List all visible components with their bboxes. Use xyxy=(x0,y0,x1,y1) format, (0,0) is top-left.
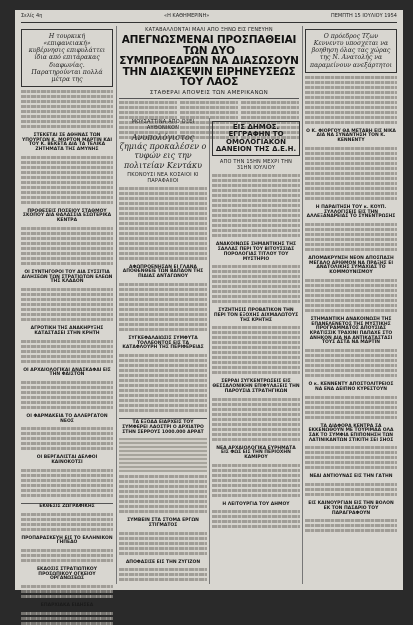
right-headline-3: ΑΠΟΜΑΚΡΥΝΣΗ ΝΕΟΝ ΑΠΟΣΠΑΣΗ ΜΕΓΑΛΟ ΑΡΙΘΜΟΝ ΝΑ ΠΡΑΞΗΣ ΕΙ ΑΝΑΤΟΛΙΚΗΣ ΣΥΜΑΧΙΑΣ ΤΟ ΚΟΜΜΟΥΝΙΣΜΟΥ xyxy=(308,255,394,276)
header-rule xyxy=(21,22,397,23)
issue-date: ΠΕΜΠΤΗ 15 ΙΟΥΛΙΟΥ 1954 xyxy=(330,13,397,19)
mid-lead-headline: Ανυπολόγιστος ζημιάς προκαλέσεν ο τυφών εις την πολιτείαν Κεντάκυ xyxy=(119,133,207,170)
right-headline-6: ΤΑ ΔΙΑΦΟΡΑ ΚΕΝΤΡΑ ΣΑ ΕΚΚΕΝΩΘΟΥΝ ΜΕ ΤΟΥΡΙΜΑΑ ΟΛΑ ΣΑΚ ΤΟ ΣΥΜΦΙΑ ΕΠΙΠΟΝΗΣΗ ΤΩΝ ΛΑΤΙΝΙΚΑΝΤΩΝ ΣΤΙΚΙΤΗ ΣΕΙ ΣΗΟΣ xyxy=(308,423,394,443)
right-lead-box: Ο πρόεδρος Τζων Κεννεντυ υποσχεται να βοηθηση όλας τας χώρας της Ν. Ανατολής να παραμείνουν ανεξάρτητοι xyxy=(305,29,397,73)
left-headline-6: ΟΙ ΦΑΡΜΑΚΕΙΑ ΤΟ ΑΛΛΕΡΓΑΤΟΝ ΝΕΟΣ xyxy=(26,413,108,424)
column-divider xyxy=(209,118,210,584)
right-column xyxy=(305,26,397,584)
mid-lead-subhead: ΠΚΟΝΟΥΣΙ ΝΕΑ ΚΟΣΑΙΟΙ ΚΙ ΠΑΡΑΦΑΙΙΟΙ xyxy=(127,171,199,184)
right-headline-4: ΣΤΗΜΑΝΤΙΚΗ ΑΝΑΚΟΙΝΩΣΗ ΤΗΣ ΕΠΑΝΕΛΕΝΕΤΟΣ ΤΗΣ ΜΥΣΤΙΚΗΣ ΠΡΟΓΡΑΜΜΑΤΟΣ ΑΠΟΥΣΙΑΣ ΚΡΑΤΙΣΣΙΚ ΤΡΑΧΙΝΙ ΠΑΠΑΧΕ ΣΤΟ ΑΝΗΚΟΝ ΔΙΑ ΝΑ ΑΝΤΙΚΑΤΑΣΤΑΣΙ ΤΟΥΣ ΑΣΤΑ ΝΑ ΜΑΡΤΙΝ xyxy=(309,316,393,346)
masthead-title: «Η ΚΑΘΗΜΕΡΙΝΗ» xyxy=(164,13,210,19)
mid-headline-6: ΑΠΟΦΑΣΙΣΕ ΕΙΣ ΤΗΝ ΖΥΓΙΖΟΝ xyxy=(125,559,201,565)
banner-kicker: ΚΑΤΑΒΑΛΛΟΝΤΑΙ ΜΑΛΙ ΑΠΟ ΞΗΝΩ ΕΙΣ ΓΕΝΕΥΗΝ xyxy=(145,27,273,33)
midright-headline-3: ΣΥΖΗΤΗΣΙΣ ΠΡΟΒΑΤΙΚΟΝ ΤΗΝ ΠΕΡΙ ΤΟΝ ΕΞΟΧΗΣ ΑΙΧΜΑΛΩΤΟΥΣ ΤΗΣ ΚΡΗΤΗΣ xyxy=(213,308,299,323)
left-headline-5: ΟΙ ΑΡΧΑΙΟΛΟΓΙΚΑΙ ΑΝΑΣΚΑΦΑΙ ΕΙΣ ΤΗΝ ΦΑΙΣΤΟΝ xyxy=(23,367,111,378)
mid-headline-5: ΣΥΜΒΕΙΝ ΣΤΑ ΣΤΟΜΑ ΕΡΓΩΝ ΣΤΙΓΜΑΤΟΣ xyxy=(127,518,199,528)
left-headline-8: ΕΚΘΕΣΙΣ ΖΩΓΡΑΦΙΚΗΣ xyxy=(21,503,113,510)
newspaper-page xyxy=(15,10,403,609)
banner-subhead: ΣΤΑΘΕΡΑΙ ΑΠΟΨΕΙΣ ΤΩΝ ΑΜΕΡΙΚΑΝΩΝ xyxy=(119,90,299,99)
mid-headline-3: ΣΥΓΚΕΦΑΛΑΙΩΣΙΣ ΣΥΜΦΥΤΑ ΤΟΛΛΕΟΝΤΟΣ ΕΙΣ ΤΑ ΚΑΤΑΦΛΟΥΡΗ ΤΗΣ ΠΕΡΙΦΕΡΕΙΑΣ xyxy=(122,335,204,351)
banner-line-1: ΑΠΕΓΝΩΣΜΕΝΑΙ ΠΡΟΣΠΑΘΕΙΑΙ ΤΩΝ ΔΥΟ xyxy=(121,34,297,57)
midright-headline-6: Η ΛΕΙΤΟΥΡΓΙΑ ΤΟΥ ΔΗΜΟΥ xyxy=(222,501,290,507)
mid-kicker: ΜΟΥΣΑΤΤΙΝΑ ΑΠΟ ΟΞΕΙ ΑΥΘΟΝΙΚΟΝ xyxy=(131,119,195,131)
mid-column xyxy=(119,118,207,584)
left-headline-9: ΠΡΟΠΑΡΑΣΚΕΥΗ ΕΙΣ ΤΟ ΕΛΛΗΝΙΚΟΝ ΓΗΠΕΔΟ xyxy=(21,535,113,546)
right-headline-8: ΕΙΣ ΚΑΙΝΟΥΡΓΙΑΝ ΕΙΣ ΤΗΝ ΒΟΛΟΝ ΕΚ ΤΟΝ ΠΑΣΑΡΙΟ ΤΟΥ ΠΑΡΑΓΡΑΦΟΥΝ xyxy=(308,501,394,516)
mid-right-column xyxy=(212,118,300,584)
left-headline-11: ΕΠΑΡΧΙΑΚΑ ΕΙΔΗΣΕΑ xyxy=(40,603,94,609)
center-banner-area xyxy=(119,26,299,116)
midright-headline-4: ΣΕΡΡΑΙ ΣΥΓΚΕΝΤΡΩΣΕΙΣ ΕΙΣ ΘΕΣΣΑΛΟΝΙΚΗΝ ΕΠΙΦΥΛΑΞΕΙΣ ΤΗΝ ΠΑΡΟΥΣΙΑ ΣΤΡΑΤΗΓΙΚΩΝ xyxy=(212,379,300,394)
page-header xyxy=(21,13,397,21)
right-headline-5: Ο κ. ΚΕΝΝΕΝΤΥ ΑΠΟΣΤΟΛΙΤΡΕΙΟΣ ΝΑ ΕΝΑ ΔΕΙΠΝΟ ΚΥΡΕΣΤΟΥΝ xyxy=(308,382,394,392)
left-column xyxy=(21,26,113,609)
midright-headline-2: ΑΝΑΚΟΙΝΩΣΕ ΣΗΜΑΝΤΙΚΗΣ ΤΗΣ ΣΑΛΛΑΣ ΠΕΡΙ ΤΟΥ ΒΙΤΟΥΣΣΙΑΣ ΠΟΡΟΛΟΓΙΑΣ ΤΙΤΛΟΥ ΤΟΥ ΜΥΣΤΗΡΙΟ xyxy=(215,242,297,262)
left-headline-2: ΠΡΟΘΕΣΕΙΣ ΠΟΣΕΙΟΥ ΣΤΑΘΜΟΥ ΣΚΟΠΟΥ ΔΙΑ ΘΑΛΑΣΣΙΑ ΕΣΩΤΕΡΙΚΑ ΚΕΝΤΡΑ xyxy=(22,208,112,224)
left-headline-10: ΕΚΔΟΣΙΣ ΣΤΡΑΤΙΩΤΙΚΟΥ ΠΡΟΣΩΠΙΚΟΥ ΟΓΚΕΙΟΥ ΟΡΓΑΝΩΣΕΩΣ xyxy=(36,566,98,582)
column-divider xyxy=(302,26,303,584)
left-headline-4: ΑΓΡΟΤΙΚΗ ΤΗΣ ΑΝΑΚΗΡΥΞΗΣ ΚΑΤΑΣΤΑΣΕΙ ΣΤΗΝ ΚΡΗΤΗ xyxy=(30,326,104,336)
column-divider xyxy=(116,26,117,584)
banner-line-3: ΤΗΝ ΔΙΑΣΚΕΨΙΝ ΕΙΡΗΝΕΥΣΕΩΣ ΤΟΥ ΛΑΟΣ xyxy=(122,65,296,88)
mid-headline-4: ΤΑ ΕΞΟΔΑ ΕΙΑΡΧΕΙΣ ΤΟΥ ΣΥΜΦΕΡΕΙ ΛΑΟΣΤΡΙ Ο ΑΡΧΙΑΤΡΟ ΣΤΗΝ ΣΕΡΡΟΥΣ 1000.000 ΑΡΡΑΤ xyxy=(119,418,207,435)
midright-lead-subhead: ΑΠΟ ΤΗΝ 15ΗΝ ΜΕΧΡΙ ΤΗΝ 31ΗΝ ΙΟΥΛΙΟΥ xyxy=(219,159,293,172)
right-headline-2: Η ΠΑΡΑΙΤΗΣΗ ΤΟΥ κ. ΚΟΥΠ. ΣΥΛΛΟΓΙΣΕΙΣ ΕΙΣ ΤΗΝ ΑΛΛΕΞΑΝΔΡΕΙΑΣ ΤΟ ΣΥΝΕΝΤΡΩΣΗΣ xyxy=(306,204,396,220)
left-lead-box: Η τουρκική «επιφανειακή» κυβέρνησις επιφυλάττει ίδια από επιτάρακας διαφωνίας. Παρατηρούνται πολλά μέτρα της xyxy=(21,29,113,87)
midright-headline-5: ΝΕΑ ΑΡΧΑΙΟΛΟΓΙΚΑ ΕΥΡΗΜΑΤΑ ΕΙΣ ΦΩΣ ΕΙΣ ΤΗΝ ΠΕΡΙΟΧΗΝ ΚΑΜΙΡΟΥ xyxy=(216,445,296,460)
page-number: Σελίς 4η xyxy=(21,13,43,19)
mid-headline-2: ΑΦΩΠΡΟΕΝΗΣΑΝ ΕΙ ΓΛΑΝΑ ΑΠΟΘΕΝΘΕΙΕ ΤΩΝ ΒΑΠΑΟΝ ΤΗΣ ΠΙΔΙΑΣ ΑΝΤΑΓΩΝΟΥ xyxy=(122,264,204,280)
right-headline-7: ΝΕΑΙ ΑΝΤΙΟΥΝΑΣ ΕΙΣ ΤΗΝ ΓΑΤΗΝ xyxy=(309,474,393,480)
left-headline-3: ΟΙ ΣΥΝΤΗΓΟΡΟΙ ΤΟΥ ΔΙΑ ΣΥΣΣΙΤΙΑ ΔΙΛΗΣΕΩΝ ΤΩΝ ΣΤΡΑΤΙΩΤΩΝ ΕΛΕΩΝ ΤΗΣ ΚΛΑΔΟΝ xyxy=(21,269,113,285)
banner-line-2: ΣΥΜΠΡΟΕΔΡΩΝ ΝΑ ΔΙΑΣΩΣΟΥΝ xyxy=(119,55,299,67)
data-table-block xyxy=(119,438,207,472)
left-headline-7: ΟΙ ΒΕΡΓΑΛΙΣΤΑΙ ΔΕΛΦΟΙ ΚΑΙΝΟΚΟΤΣΙ xyxy=(36,455,98,466)
right-headline-1: Ο Κ. ΦΙΟΡΓΟΥ ΘΑ ΜΕΤΑΒΗ ΕΙΣ ΝΙΚΑ ΔΙΑ ΝΑ ΣΥΝΑΝΤΗΣΗ ΤΟΝ Κ. ΚΕΝΝΕΝΤΥ xyxy=(306,128,396,144)
left-headline-1: ΣΤΕΚΕΤΑΙ ΣΕ ΑΘΗΝΑΣ ΤΩΝ ΥΠΟΥΡΓΩΝ Κ. ΜΟΡΤΟΝ ΜΑΡΤΙΝ ΚΑΙ ΤΟΥ Κ. ΒΕΚΕΤΑ ΔΙΑ ΤΑ ΤΕΛΙΚΑ ΖΗΤΗΜΑΤΑ ΤΗΣ ΑΜΥΝΗΣ xyxy=(21,132,112,153)
midright-lead-headline: ΕΙΣ ΔΗΜΟΣ. ΕΓΓΡΑΦΗΝ ΤΟ ΟΜΟΛΟΓΙΑΚΟΝ ΔΑΝΕΙΟΝ ΤΗΣ Δ.Ε.Η. xyxy=(212,121,300,156)
